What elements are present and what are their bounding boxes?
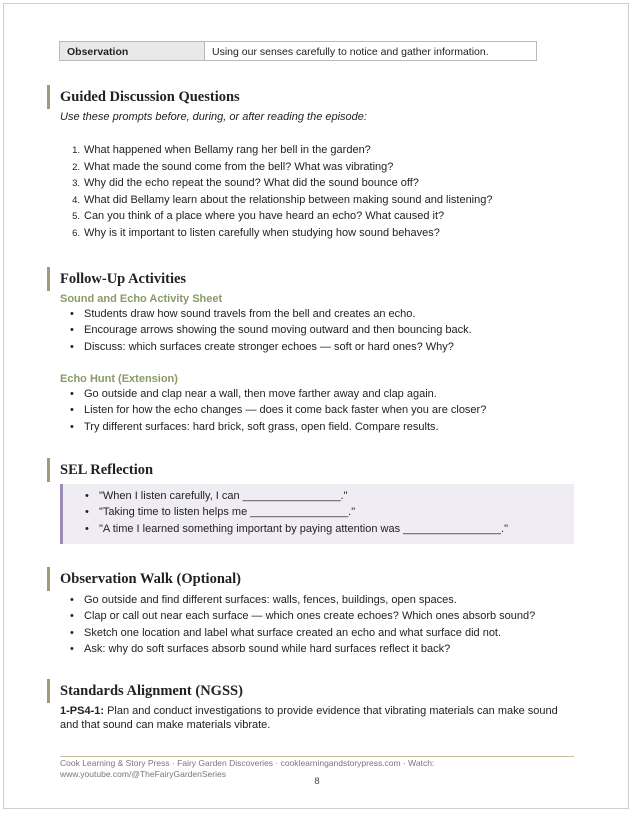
vocab-definition: Using our senses carefully to notice and gather information. bbox=[212, 46, 489, 58]
list-item: • "When I listen carefully, I can ________________." bbox=[85, 490, 348, 502]
list-item: 4. What did Bellamy learn about the relationship between making sound and listening? bbox=[72, 193, 493, 206]
sel-callout-box bbox=[60, 484, 574, 544]
list-item: 1. What happened when Bellamy rang her bell in the garden? bbox=[72, 144, 371, 156]
activity-sheet-title: Sound and Echo Activity Sheet bbox=[60, 293, 223, 305]
sel-reflection-heading: SEL Reflection bbox=[47, 458, 153, 482]
list-item: • Students draw how sound travels from the bell and creates an echo. bbox=[70, 308, 416, 320]
footer-divider bbox=[60, 756, 574, 757]
list-item: • Go outside and find different surfaces: walls, fences, buildings, open spaces. bbox=[70, 594, 457, 606]
observation-walk-heading: Observation Walk (Optional) bbox=[47, 567, 241, 591]
list-item: • "A time I learned something important by paying attention was ________________." bbox=[85, 522, 508, 535]
list-item: 3. Why did the echo repeat the sound? What did the sound bounce off? bbox=[72, 177, 419, 190]
footer-link[interactable]: www.youtube.com/@TheFairyGardenSeries bbox=[60, 769, 226, 779]
footer-line-1: Cook Learning & Story Press · Fairy Garden Discoveries · cooklearningandstorypress.com · Watch: bbox=[60, 758, 435, 768]
standards-text bbox=[60, 705, 576, 732]
vocab-term: Observation bbox=[60, 42, 205, 60]
observation-walk-list bbox=[70, 592, 535, 657]
list-item: • Go outside and clap near a wall, then move farther away and clap again. bbox=[70, 388, 437, 400]
list-item: 5. Can you think of a place where you have heard an echo? What caused it? bbox=[72, 210, 445, 223]
list-item: • Ask: why do soft surfaces absorb sound while hard surfaces reflect it back? bbox=[70, 642, 451, 655]
follow-up-heading: Follow-Up Activities bbox=[47, 267, 186, 291]
list-item: 2. What made the sound come from the bell? What was vibrating? bbox=[72, 160, 394, 173]
list-item: • Listen for how the echo changes — does it come back faster when you are closer? bbox=[70, 404, 487, 417]
activity-sheet-list bbox=[70, 306, 472, 355]
sel-prompt-list bbox=[85, 488, 508, 537]
vocabulary-row bbox=[59, 41, 537, 61]
list-item: • Discuss: which surfaces create stronger echoes — soft or hard ones? Why? bbox=[70, 340, 454, 353]
guided-discussion-heading: Guided Discussion Questions bbox=[47, 85, 240, 109]
list-item: • "Taking time to listen helps me ________________." bbox=[85, 506, 356, 519]
standard-code: 1-PS4-1: bbox=[60, 705, 105, 717]
list-item: • Try different surfaces: hard brick, soft grass, open field. Compare results. bbox=[70, 420, 439, 433]
question-list bbox=[60, 142, 492, 242]
standard-description: Plan and conduct investigations to provide evidence that vibrating materials can make sound and that sound can make materials vibrate. bbox=[60, 705, 558, 731]
list-item: 6. Why is it important to listen carefully when studying how sound behaves? bbox=[72, 226, 440, 239]
list-item: • Sketch one location and label what surface created an echo and what surface did not. bbox=[70, 626, 502, 639]
page-number: 8 bbox=[314, 776, 320, 787]
list-item: • Encourage arrows showing the sound moving outward and then bouncing back. bbox=[70, 324, 472, 337]
echo-hunt-title: Echo Hunt (Extension) bbox=[60, 373, 178, 385]
guided-intro: Use these prompts before, during, or after reading the episode: bbox=[60, 111, 367, 123]
echo-hunt-list bbox=[70, 386, 486, 435]
standards-heading: Standards Alignment (NGSS) bbox=[47, 679, 243, 703]
list-item: • Clap or call out near each surface — which ones create echoes? Which ones absorb sound? bbox=[70, 610, 536, 623]
